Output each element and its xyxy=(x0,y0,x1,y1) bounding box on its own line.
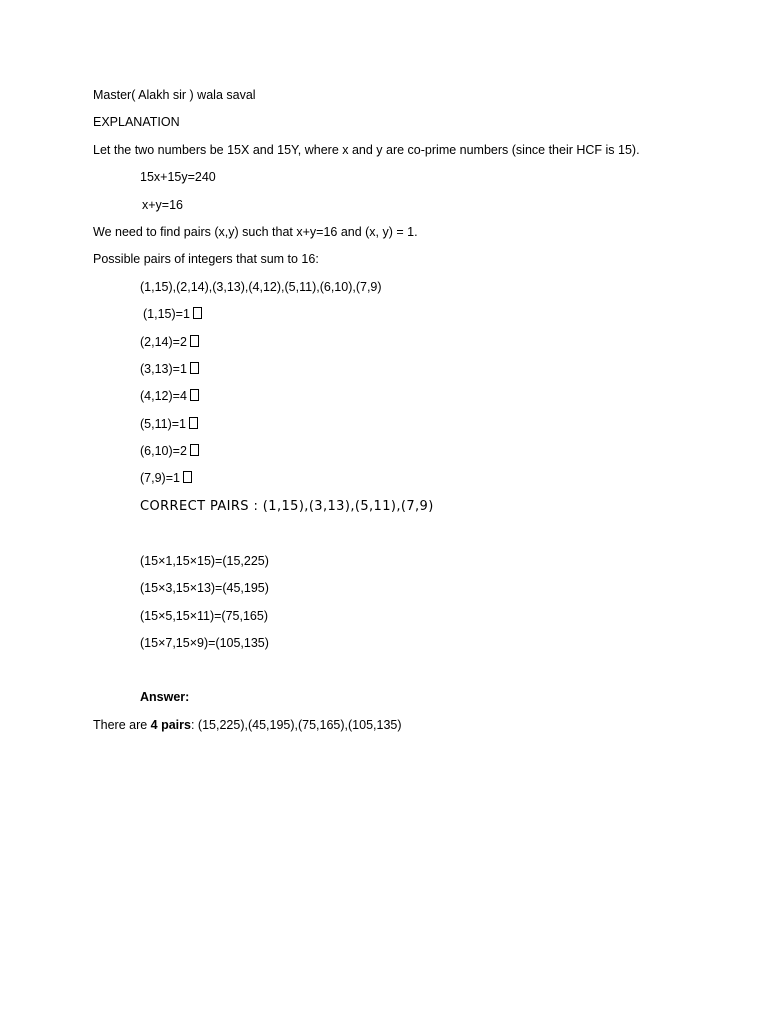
check-line xyxy=(93,444,693,459)
check-line xyxy=(93,389,693,404)
product-line: (15×5,15×11)=(75,165) xyxy=(140,608,268,623)
intro-text: Let the two numbers be 15X and 15Y, where x and y are co-prime numbers (since their HCF is 15). xyxy=(93,142,640,157)
equation-2: x+y=16 xyxy=(142,197,184,212)
answer-label xyxy=(93,690,693,705)
checkbox-glyph-icon xyxy=(183,471,192,483)
product-line: (15×1,15×15)=(15,225) xyxy=(140,553,269,568)
check-line xyxy=(93,307,693,322)
final-suffix: : (15,225),(45,195),(75,165),(105,135) xyxy=(190,717,402,732)
checkbox-glyph-icon xyxy=(190,389,199,401)
check-line xyxy=(93,362,693,377)
doc-title: Master( Alakh sir ) wala saval xyxy=(93,88,256,102)
checkbox-glyph-icon xyxy=(190,362,199,374)
product-line: (15×7,15×9)=(105,135) xyxy=(140,636,269,651)
equation-1: 15x+15y=240 xyxy=(140,170,216,185)
checkbox-glyph-icon xyxy=(193,307,202,319)
final-answer xyxy=(93,718,693,733)
possible-text: Possible pairs of integers that sum to 16: xyxy=(93,252,319,267)
check-text: (5,11)=1 xyxy=(140,416,186,431)
product-line: (15×3,15×13)=(45,195) xyxy=(140,581,269,596)
check-text: (6,10)=2 xyxy=(140,444,187,459)
document-page xyxy=(93,88,693,745)
check-text: (7,9)=1 xyxy=(140,471,180,486)
check-text: (4,12)=4 xyxy=(140,389,187,404)
pairs-list: (1,15),(2,14),(3,13),(4,12),(5,11),(6,10),(7,9) xyxy=(140,279,382,294)
check-line xyxy=(93,417,693,432)
final-bold: 4 pairs xyxy=(150,717,191,732)
correct-pairs-heading: CORRECT PAIRS : (1,15),(3,13),(5,11),(7,9) xyxy=(140,498,434,514)
section-label: EXPLANATION xyxy=(93,115,180,130)
spacer xyxy=(93,526,693,554)
final-prefix: There are xyxy=(93,717,151,732)
checkbox-glyph-icon xyxy=(190,335,199,347)
spacer xyxy=(93,663,693,690)
checkbox-glyph-icon xyxy=(189,417,198,429)
check-line xyxy=(93,335,693,350)
check-text: (2,14)=2 xyxy=(140,334,187,349)
checkbox-glyph-icon xyxy=(190,444,199,456)
check-line xyxy=(93,471,693,486)
answer-label-text: Answer: xyxy=(140,690,190,705)
check-text: (3,13)=1 xyxy=(140,361,187,376)
check-text: (1,15)=1 xyxy=(143,307,190,322)
need-text: We need to find pairs (x,y) such that x+y=16 and (x, y) = 1. xyxy=(93,224,418,239)
